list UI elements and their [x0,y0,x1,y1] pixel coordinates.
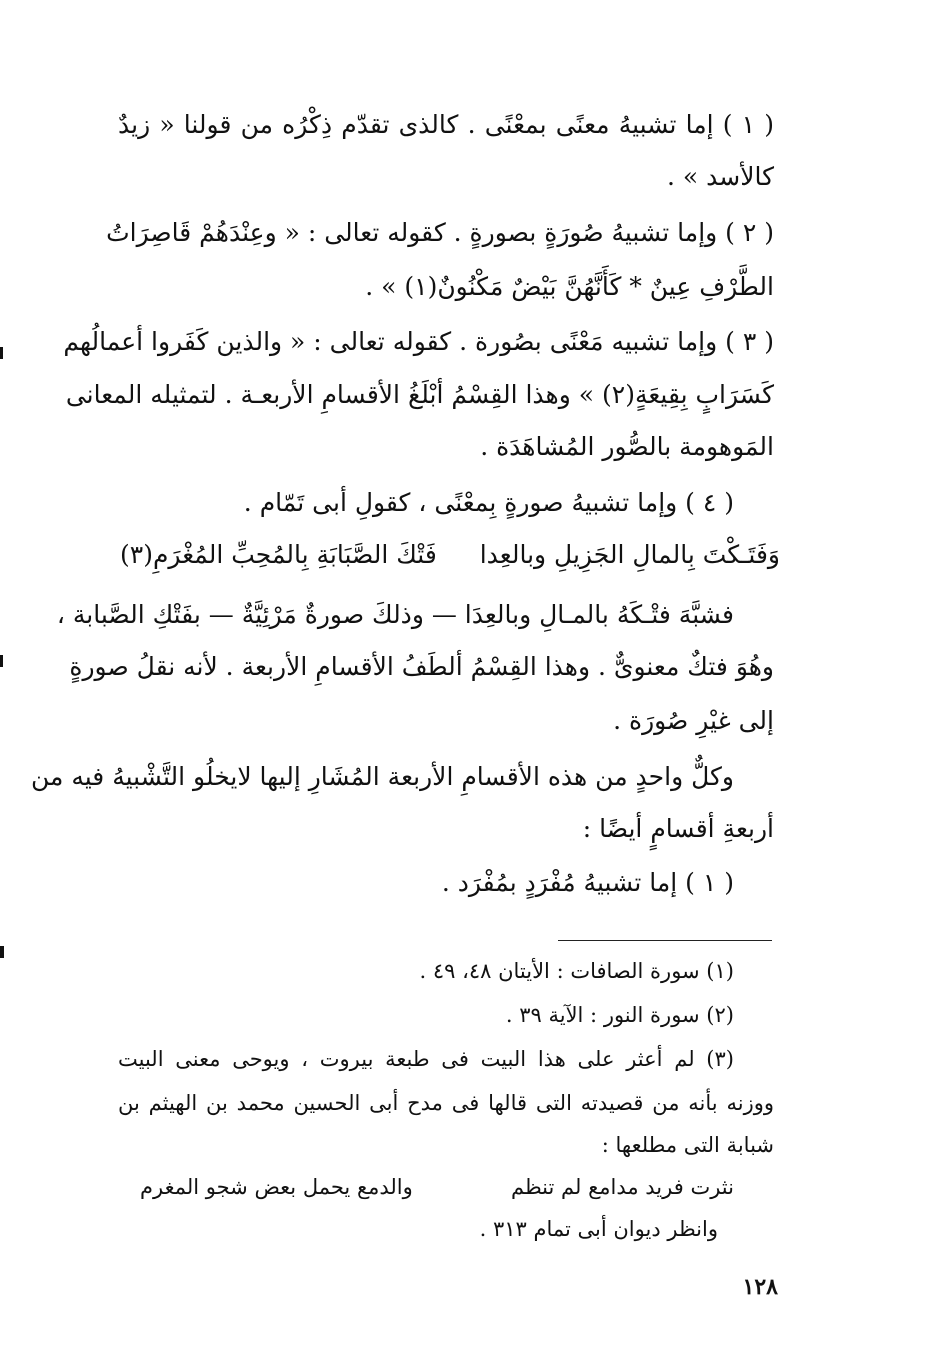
footnote-3-line-4: وانظر ديوان أبى تمام ٣١٣ . [479,1217,718,1241]
footnote-2: (٢) سورة النور : الآية ٣٩ . [505,1003,734,1027]
body-line-7: المَوهومة بالصُّور المُشاهَدَة . [480,432,774,461]
body-line-4: الطَّرْفِ عِينٌ * كَأَنَّهُنَّ بَيْضٌ مَكْنُونٌ(١) » . [365,272,774,301]
footnote-verse-second: والدمع يحمل بعض شجو المغرم [140,1175,413,1199]
verse-first-hemistich: وَفَتَـكْتَ بِالمالِ الجَزِيلِ وبالعِدا [479,540,780,569]
body-line-9: فشبَّهَ فتْـكَهُ بالمـالِ وبالعِدَا — وذلكَ صورةٌ مَرْئِيَّةٌ — بفَتْكِ الصَّبابة ، [56,600,734,629]
verse [100,538,780,578]
footnote-verse-first: نثرت فريد مدامع لم تنظم [510,1175,734,1199]
body-line-3: ( ٢ ) وإما تشبيهُ صُورَةٍ بصورةٍ . كقوله تعالى : « وعِنْدَهُمْ قَاصِرَاتُ [106,218,774,247]
body-line-6: كَسَرَابٍ بِقِيعَةٍ(٢) » وهذا القِسْمُ أبْلَغُ الأقسامِ الأربعـة . لتمثيله المعانى [65,380,774,409]
body-line-12: وكلٌّ واحدٍ من هذه الأقسامِ الأربعة المُشَارِ إليها لايخلُو التَّشْبيهُ فيه من [30,762,734,791]
body-line-13: أربعةِ أقسامٍ أيضًا : [582,814,774,843]
body-line-8: ( ٤ ) وإما تشبيهُ صورةٍ بِمعْنًى ، كقولِ أبى تَمّام . [243,488,734,517]
body-line-14: ( ١ ) إما تشبيهُ مُفْرَدٍ بمُفْرَد . [441,868,734,897]
edge-mark-2 [0,655,3,667]
body-line-2: كالأسد » . [667,162,774,191]
edge-mark-1 [0,347,3,359]
verse-second-hemistich: فَتْكَ الصَّبَابَةِ بِالمُحِبِّ المُغْرَمِ(٣) [120,540,437,569]
footnote-3-line-2: ووزنه بأنه من قصيدته التى قالها فى مدح أبى الحسين محمد بن الهيثم بن [118,1091,774,1115]
footnote-verse [140,1172,734,1204]
footnote-1: (١) سورة الصافات : الأيتان ٤٨، ٤٩ . [419,959,734,983]
body-line-5: ( ٣ ) وإما تشبيه مَعْنًى بصُورة . كقوله تعالى : « والذين كَفَروا أعمالُهم [63,327,774,356]
footnote-3-line-1: (٣) لم أعثر على هذا البيت فى طبعة بيروت ، ويوحى معنى البيت [118,1047,734,1071]
page-number: ١٢٨ [742,1274,778,1300]
edge-mark-3 [0,946,4,958]
footnote-3-line-3: شبابة التى مطلعها : [601,1133,774,1157]
body-line-10: وهُوَ فتكٌ معنوىٌّ . وهذا القِسْمُ ألطَفُ الأقسامِ الأربعة . لأنه نقلُ صورةٍ [69,652,774,681]
body-line-1: ( ١ ) إما تشبيهُ معنًى بمعْنًى . كالذى تقدّم ذِكْرُه من قولنا « زيدٌ [118,110,775,139]
footnote-rule [558,940,772,941]
body-line-11: إلى غيْرِ صُورَة . [613,706,774,735]
